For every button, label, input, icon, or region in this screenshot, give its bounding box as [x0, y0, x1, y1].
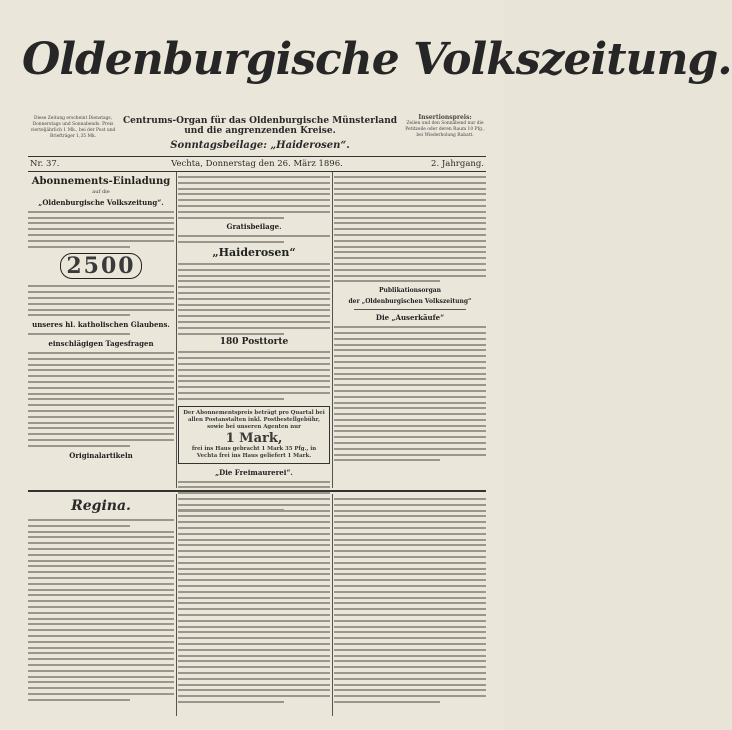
price-box-text: Der Abonnementspreis beträgt pro Quartal bei allen Postanstalten inkl. Postbestellgebühr, sowie bei unseren Agenten nur — [183, 409, 325, 430]
subtitle — [120, 116, 400, 136]
feuilleton-column-1 — [28, 496, 174, 716]
column-divider — [176, 172, 177, 488]
catholic-faith-phrase: unseres hl. katholischen Glaubens. — [32, 320, 170, 330]
subscription-price: 1 Mark, — [225, 430, 283, 446]
issue-date: Vechta, Donnerstag den 26. März 1896. — [171, 159, 343, 169]
subscription-price-box — [178, 406, 330, 464]
column-2-supplement — [178, 174, 330, 486]
column-divider — [176, 494, 177, 716]
haiderosen-heading: „Haiderosen“ — [212, 245, 296, 259]
freemasonry-heading: „Die Freimaurerei“. — [215, 467, 293, 477]
free-supplement-heading: Gratisbeilage. — [226, 222, 282, 232]
subtitle-line-1: Centrums-Organ für das Oldenburgische Münsterland — [122, 116, 398, 126]
insertion-price-title: Insertionspreis: — [418, 114, 472, 121]
auserkaufe-heading: Die „Auserkäufe“ — [375, 313, 445, 323]
circulation-number: 2500 — [60, 253, 142, 279]
subscription-heading-small: auf die — [92, 189, 110, 195]
original-articles-phrase: Originalartikeln — [69, 450, 133, 460]
subscription-heading-paper: „Oldenburgische Volkszeitung“. — [38, 197, 164, 207]
daily-questions-phrase: einschlägigen Tagesfragen — [48, 338, 154, 348]
insertion-price-info — [404, 114, 486, 139]
supplement-title: Sonntagsbeilage: „Haiderosen“. — [170, 140, 350, 151]
price-box-text-2: frei ins Haus gebracht 1 Mark 35 Pfg., in Vechta frei ins Haus geliefert 1 Mark. — [191, 445, 317, 459]
subscription-heading: Abonnements-Einladung — [31, 176, 171, 187]
feuilleton-column-3 — [334, 496, 486, 716]
issue-number: Nr. 37. — [30, 159, 60, 169]
column-divider — [332, 172, 333, 488]
feuilleton-rule — [28, 490, 486, 492]
column-1-subscription — [28, 174, 174, 486]
post-orders-heading: 180 Posttorte — [219, 337, 289, 348]
publication-info: Diese Zeitung erscheint Dienstags, Donnerstags und Sonnabends. Preis vierteljährlich 1 Mk., bei der Post und Briefträger 1,35 Mk. — [30, 116, 116, 139]
dateline — [28, 156, 486, 172]
feuilleton-title: Regina. — [71, 498, 131, 514]
column-divider — [332, 494, 333, 716]
publication-organ-paper: der „Oldenburgischen Volkszeitung“ — [348, 298, 472, 306]
divider — [354, 309, 466, 310]
column-3-news — [334, 174, 486, 486]
insertion-price-text: Zeilen und den Sonnabend nur die Petitzeile oder deren Raum 10 Pfg., bei Wiederholung Rabatt. — [405, 121, 485, 138]
subtitle-line-2: und die angrenzenden Kreise. — [184, 126, 336, 136]
issue-year: 2. Jahrgang. — [431, 159, 484, 169]
publication-organ-heading: Publikationsorgan — [378, 287, 442, 295]
feuilleton-column-2 — [178, 496, 330, 716]
masthead-title: Oldenburgische Volkszeitung. — [22, 34, 732, 85]
